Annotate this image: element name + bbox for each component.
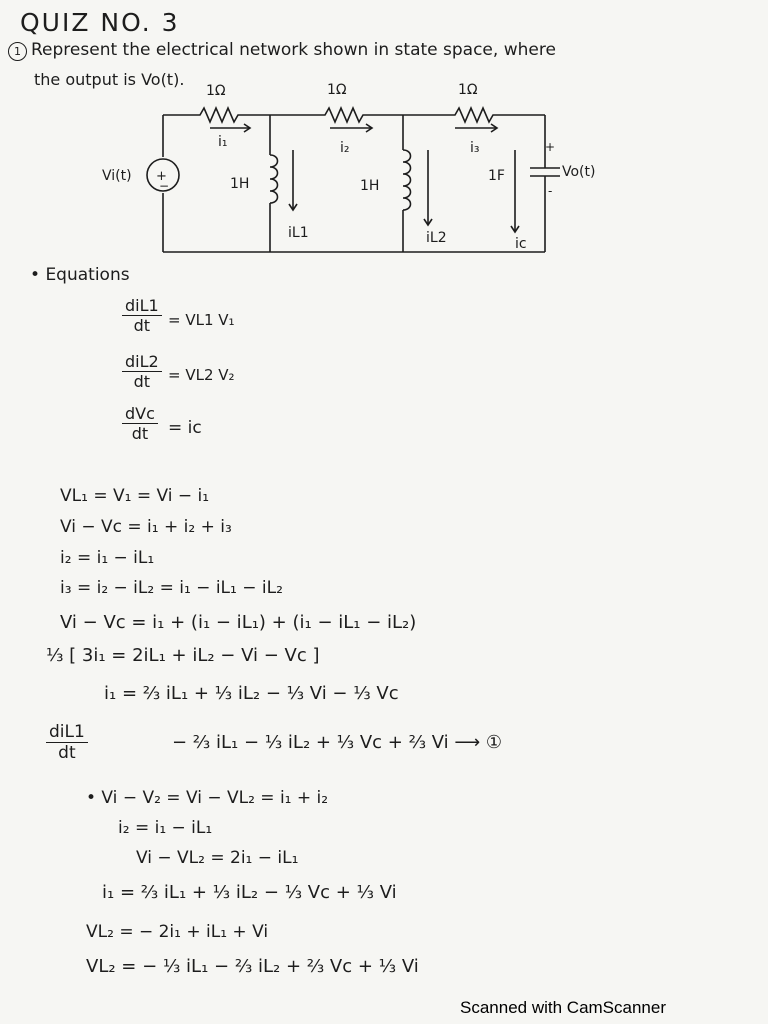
derivation-line-1: VL₁ = V₁ = Vi − i₁ [60, 486, 210, 506]
problem-line-1: Represent the electrical network shown in state space, where [31, 40, 556, 60]
derivation-line-8: − ⅔ iL₁ − ⅓ iL₂ + ⅓ Vc + ⅔ Vi ⟶ ① [172, 732, 503, 753]
diL1-dt-denominator: dt [58, 743, 76, 763]
inductor-2-label: 1H [360, 178, 380, 194]
resistor-1-label: 1Ω [206, 83, 226, 99]
diL1-dt-numerator: diL1 [46, 722, 88, 743]
derivation-line-5: Vi − Vc = i₁ + (i₁ − iL₁) + (i₁ − iL₁ − iL₂) [60, 612, 417, 633]
svg-text:−: − [159, 179, 170, 193]
resistor-3-label: 1Ω [458, 82, 478, 98]
deriv-2-rhs: = VL2 V₂ [168, 366, 235, 384]
derivation-line-3: i₂ = i₁ − iL₁ [60, 548, 155, 568]
problem-line-2: the output is Vo(t). [34, 70, 185, 89]
deriv-2-numerator: diL2 [122, 352, 162, 372]
derivation-line-13: VL₂ = − 2i₁ + iL₁ + Vi [86, 922, 269, 942]
capacitor-label: 1F [488, 168, 505, 184]
deriv-2-denominator: dt [133, 372, 151, 391]
deriv-1-numerator: diL1 [122, 296, 162, 316]
derivation-line-2: Vi − Vc = i₁ + i₂ + i₃ [60, 517, 232, 537]
deriv-3-fraction [122, 404, 158, 443]
svg-text:+: + [156, 169, 167, 184]
current-i3-label: i₃ [470, 140, 480, 156]
derivation-line-11: Vi − VL₂ = 2i₁ − iL₁ [136, 848, 299, 868]
deriv-1-denominator: dt [133, 316, 151, 335]
current-i2-label: i₂ [340, 140, 350, 156]
deriv-1-rhs: = VL1 V₁ [168, 311, 235, 329]
source-label: Vi(t) [102, 168, 132, 184]
derivation-line-6: ⅓ [ 3i₁ = 2iL₁ + iL₂ − Vi − Vc ] [46, 645, 320, 666]
current-i1-label: i₁ [218, 134, 228, 150]
deriv-3-denominator: dt [131, 424, 149, 443]
inductor-1-label: 1H [230, 176, 250, 192]
equations-heading-text: Equations [45, 265, 130, 285]
resistor-2-label: 1Ω [327, 82, 347, 98]
scanner-watermark: Scanned with CamScanner [460, 998, 667, 1017]
derivation-line-12: i₁ = ⅔ iL₁ + ⅓ iL₂ − ⅓ Vc + ⅓ Vi [102, 882, 397, 903]
deriv-1-fraction [122, 296, 162, 335]
equations-heading: • Equations [30, 265, 130, 285]
vout-minus: - [548, 184, 553, 198]
derivation-line-4: i₃ = i₂ − iL₂ = i₁ − iL₁ − iL₂ [60, 578, 283, 598]
problem-number: 1 [8, 42, 27, 61]
current-il2-label: iL2 [426, 230, 447, 246]
derivation-line-7: i₁ = ⅔ iL₁ + ⅓ iL₂ − ⅓ Vi − ⅓ Vc [104, 683, 399, 704]
deriv-3-rhs: = ic [168, 418, 202, 438]
derivation-line-14: VL₂ = − ⅓ iL₁ − ⅔ iL₂ + ⅔ Vc + ⅓ Vi [86, 956, 419, 977]
deriv-2-fraction [122, 352, 162, 391]
deriv-3-numerator: dVc [122, 404, 158, 424]
vout-plus: + [545, 140, 556, 154]
derivation-line-10: i₂ = i₁ − iL₁ [118, 818, 213, 838]
derivation-line-9: • Vi − V₂ = Vi − VL₂ = i₁ + i₂ [86, 788, 329, 808]
current-ic-label: ic [515, 236, 527, 252]
current-il1-label: iL1 [288, 225, 309, 241]
quiz-title: QUIZ NO. 3 [20, 8, 180, 37]
vout-label: Vo(t) [562, 164, 596, 180]
diL1-dt-fraction [46, 722, 88, 763]
